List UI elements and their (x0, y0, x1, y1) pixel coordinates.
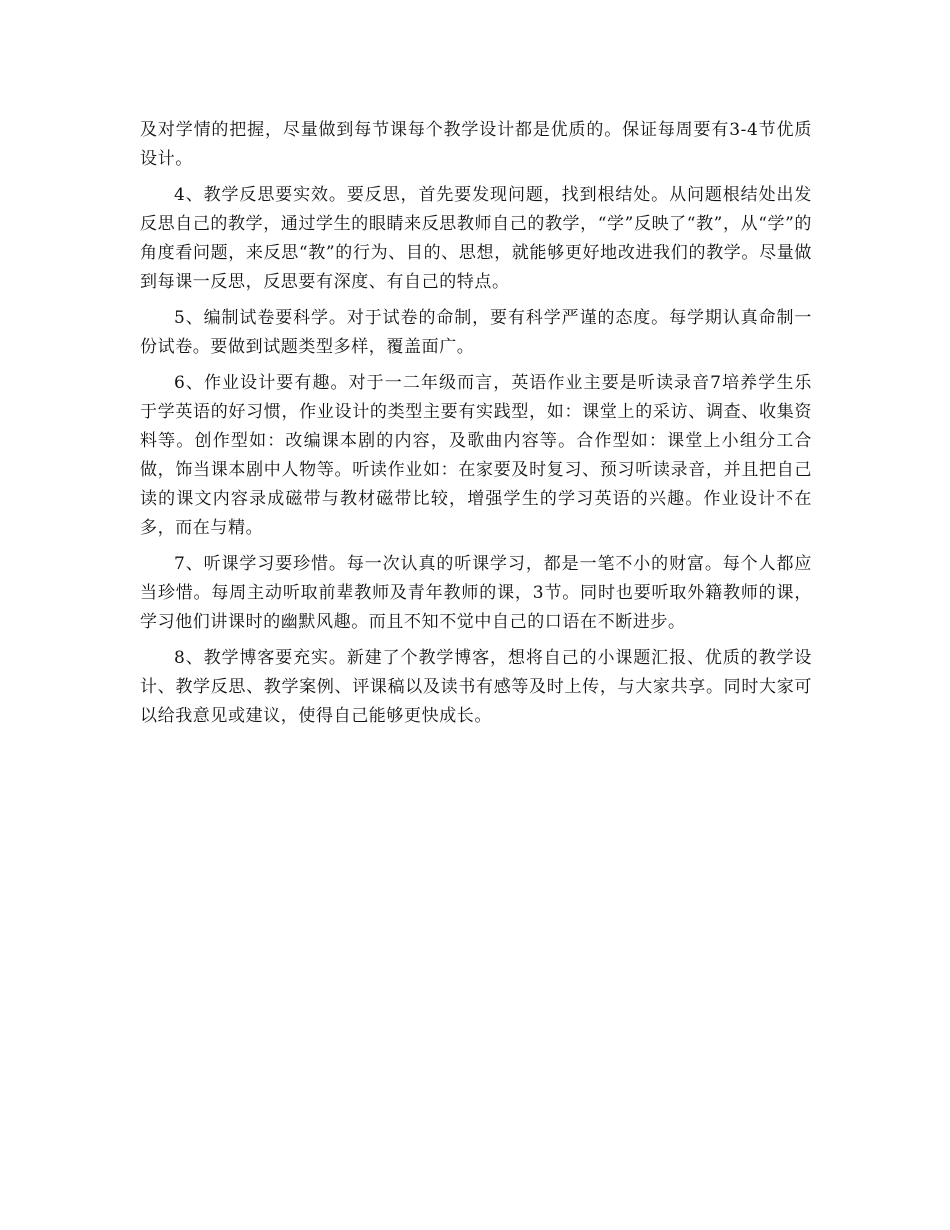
paragraph-item-6: 6、作业设计要有趣。对于一二年级而言，英语作业主要是听读录音7培养学生乐于学英语的好习惯，作业设计的类型主要有实践型，如：课堂上的采访、调查、收集资料等。创作型如：改编课本剧的内容，及歌曲内容等。合作型如：课堂上小组分工合做，饰当课本剧中人物等。听读作业如：在家要及时复习、预习听读录音，并且把自己读的课文内容录成磁带与教材磁带比较，增强学生的学习英语的兴趣。作业设计不在多，而在与精。 (140, 373, 812, 538)
paragraph-item-7: 7、听课学习要珍惜。每一次认真的听课学习，都是一笔不小的财富。每个人都应当珍惜。每周主动听取前辈教师及青年教师的课，3节。同时也要听取外籍教师的课，学习他们讲课时的幽默风趣。而且不知不觉中自己的口语在不断进步。 (140, 554, 812, 632)
document-body (140, 116, 812, 738)
paragraph-item-4: 4、教学反思要实效。要反思，首先要发现问题，找到根结处。从问题根结处出发反思自己的教学，通过学生的眼睛来反思教师自己的教学，“学”反映了“教”，从“学”的角度看问题，来反思“教”的行为、目的、思想，就能够更好地改进我们的教学。尽量做到每课一反思，反思要有深度、有自己的特点。 (140, 185, 812, 292)
paragraph-item-5: 5、编制试卷要科学。对于试卷的命制，要有科学严谨的态度。每学期认真命制一份试卷。要做到试题类型多样，覆盖面广。 (140, 308, 812, 357)
paragraph-item-8: 8、教学博客要充实。新建了个教学博客，想将自己的小课题汇报、优质的教学设计、教学反思、教学案例、评课稿以及读书有感等及时上传，与大家共享。同时大家可以给我意见或建议，使得自己能够更快成长。 (140, 648, 812, 726)
paragraph-continuation: 及对学情的把握，尽量做到每节课每个教学设计都是优质的。保证每周要有3-4节优质设计。 (140, 120, 812, 169)
